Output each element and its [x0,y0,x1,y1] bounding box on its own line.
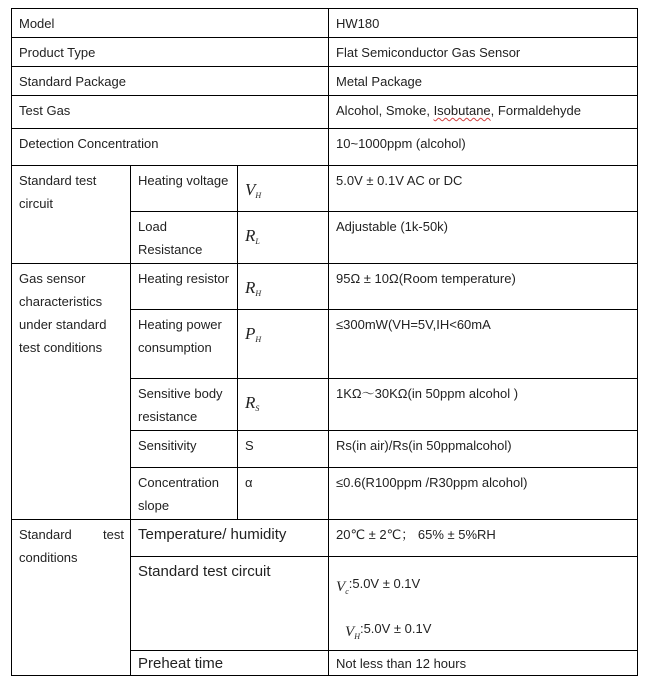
group-label-conditions: conditions [19,550,78,565]
label-standard-package: Standard Package [12,67,329,96]
symbol-v: V [245,180,256,199]
subscript-h: H [255,289,262,298]
symbol-v: V [345,624,355,641]
value-heating-power: ≤300mW(VH=5V,IH<60mA [329,310,638,379]
label-test-gas: Test Gas [12,96,329,129]
symbol-r: R [245,393,256,412]
value-temperature-humidity: 20℃ ± 2℃； 65% ± 5%RH [329,520,638,557]
value-concentration-slope: ≤0.6(R100ppm /R30ppm alcohol) [329,468,638,520]
test-gas-suffix: , Formaldehyde [490,103,581,118]
row-temperature-humidity [12,520,638,557]
symbol-v: V [336,579,346,596]
group-standard-test-conditions [12,520,131,676]
value-heating-voltage: 5.0V ± 0.1V AC or DC [329,166,638,212]
row-heating-voltage [12,166,638,212]
symbol-heating-power [238,310,329,379]
label-sensitivity: Sensitivity [131,431,238,468]
label-heating-resistor: Heating resistor [131,264,238,310]
row-detection-concentration [12,129,638,166]
subscript-h: H [255,191,262,200]
group-gas-sensor-characteristics: Gas sensor characteristics under standard test conditions [12,264,131,520]
label-load-resistance: Load Resistance [131,212,238,264]
label-temperature-humidity: Temperature/ humidity [131,520,329,557]
test-gas-prefix: Alcohol, Smoke, [336,103,434,118]
value-sensitive-body-resistance: 1KΩ～30KΩ(in 50ppm alcohol ) [329,379,638,431]
subscript-h: H [255,335,262,344]
label-model: Model [12,9,329,38]
symbol-concentration-slope: α [238,468,329,520]
row-product-type [12,38,638,67]
vh-line [345,617,631,648]
group-standard-test-circuit: Standard test circuit [12,166,131,264]
value-standard-test-circuit [329,557,638,651]
subscript-l: L [255,237,260,246]
subscript-h: H [354,632,360,642]
subscript-c: c [345,587,349,597]
label-preheat-time: Preheat time [131,651,329,676]
vh-value: :5.0V ± 0.1V [359,621,432,637]
symbol-sensitivity: S [238,431,329,468]
value-product-type: Flat Semiconductor Gas Sensor [329,38,638,67]
symbol-r: R [245,278,256,297]
spec-table [11,8,638,676]
symbol-heating-voltage [238,166,329,212]
symbol-r: R [245,226,256,245]
label-sensitive-body-resistance: Sensitive body resistance [131,379,238,431]
label-heating-power: Heating power consumption [131,310,238,379]
label-standard-test-circuit: Standard test circuit [131,557,329,651]
group-label-standard: Standard [19,527,72,542]
label-heating-voltage: Heating voltage [131,166,238,212]
test-gas-isobutane: Isobutane [433,103,491,118]
row-model [12,9,638,38]
vc-value: :5.0V ± 0.1V [348,576,421,591]
group-label-test: test [103,527,124,542]
row-test-gas [12,96,638,129]
value-heating-resistor: 95Ω ± 10Ω(Room temperature) [329,264,638,310]
row-standard-package [12,67,638,96]
value-model: HW180 [329,9,638,38]
symbol-load-resistance [238,212,329,264]
value-sensitivity: Rs(in air)/Rs(in 50ppmalcohol) [329,431,638,468]
vc-line [336,572,631,603]
value-detection-concentration: 10~1000ppm (alcohol) [329,129,638,166]
value-load-resistance: Adjustable (1k-50k) [329,212,638,264]
label-detection-concentration: Detection Concentration [12,129,329,166]
subscript-s: S [255,404,260,413]
row-heating-resistor [12,264,638,310]
symbol-p: P [245,324,256,343]
value-preheat-time: Not less than 12 hours [329,651,638,676]
symbol-sensitive-body-resistance [238,379,329,431]
label-product-type: Product Type [12,38,329,67]
label-concentration-slope: Concentration slope [131,468,238,520]
value-standard-package: Metal Package [329,67,638,96]
symbol-heating-resistor [238,264,329,310]
value-test-gas [329,96,638,129]
